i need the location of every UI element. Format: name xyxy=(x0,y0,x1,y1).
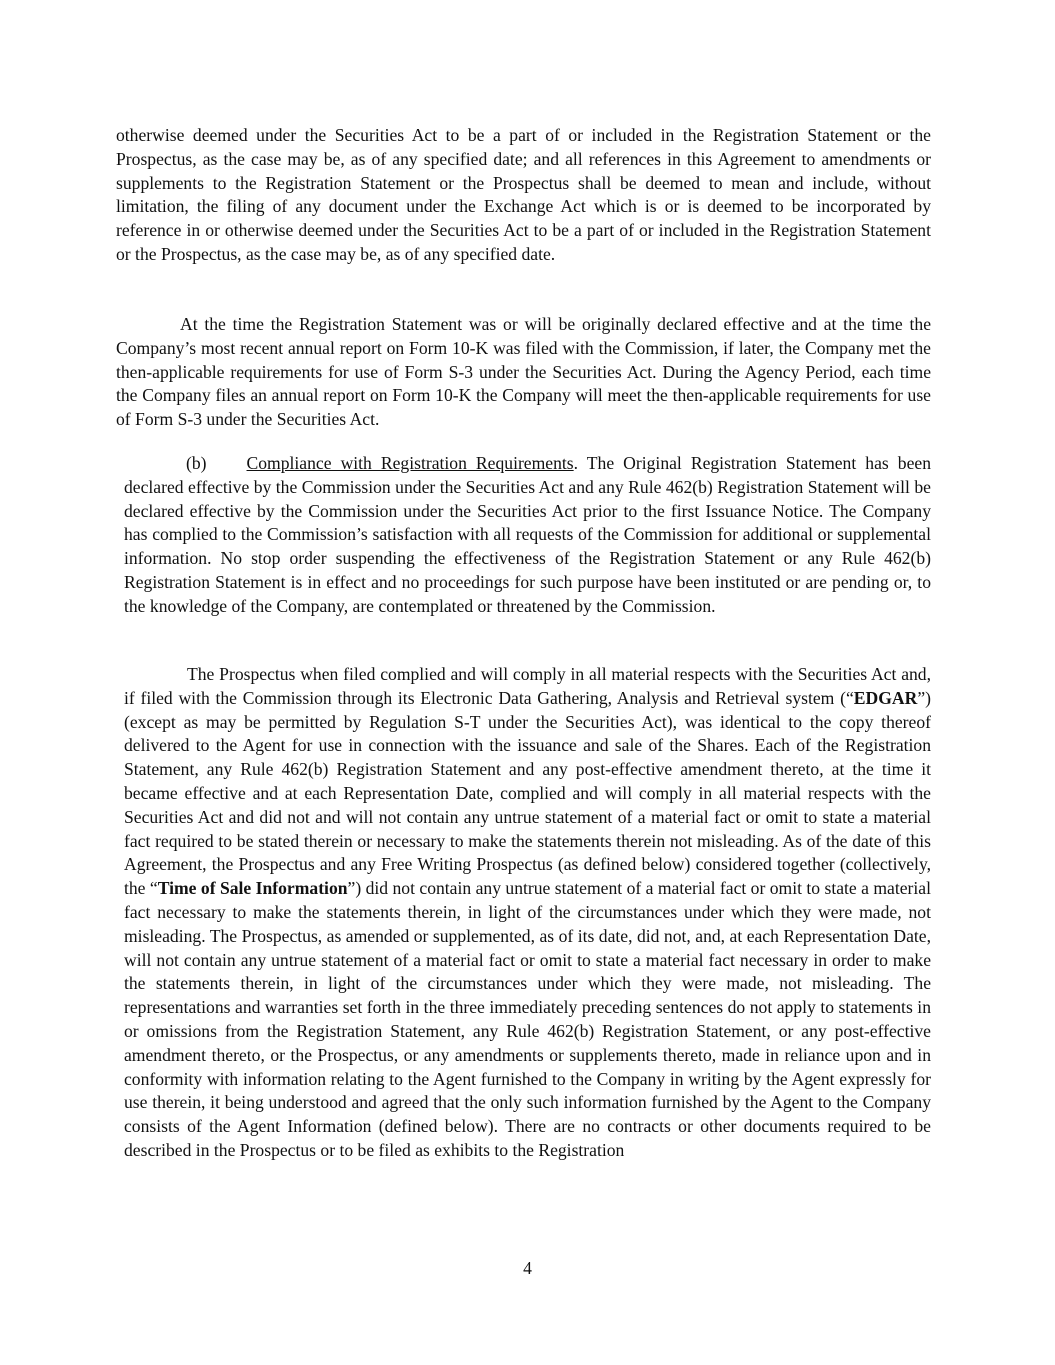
paragraph-text-part-1: The Prospectus when filed complied and will comply in all material respects with the Securities Act and, if filed with the Commission through its Electronic Data Gathering, Analysis and Retrieval system (“ xyxy=(124,664,931,708)
section-heading-period: . xyxy=(573,453,579,473)
section-label: (b) xyxy=(186,453,207,473)
paragraph-text: At the time the Registration Statement was or will be originally declared effective and at the time the Company’s most recent annual report on Form 10-K was filed with the Commission, if later, the Company met the then-applicable requirements for use of Form S-3 under the Securities Act. During the Agency Period, each time the Company files an annual report on Form 10-K the Company will meet the then-applicable requirements for use of Form S-3 under the Securities Act. xyxy=(116,314,931,430)
defined-term-edgar: EDGAR xyxy=(853,687,918,708)
section-b-compliance xyxy=(124,452,931,619)
paragraph-form-s3-eligibility xyxy=(116,313,931,432)
page-number: 4 xyxy=(523,1258,532,1278)
paragraph-continuation: otherwise deemed under the Securities Act to be a part of or included in the Registration Statement or the Prospectus, as the case may be, as of any specified date; and all references in this Agreement to amendments or supplements to the Registration Statement or the Prospectus shall be deemed to mean and include, without limitation, the filing of any document under the Exchange Act which is or is deemed to be incorporated by reference in or otherwise deemed under the Securities Act to be a part of or included in the Registration Statement or the Prospectus, as the case may be, as of any specified date. xyxy=(116,125,931,264)
paragraph-text-part-3: ”) did not contain any untrue statement of a material fact or omit to state a material fact necessary to make the statements therein, in light of the circumstances under which they were made, not misleading. The Prospectus, as amended or supplemented, as of its date, did not, and, at each Representation Date, will not contain any untrue statement of a material fact or omit to state a material fact necessary in order to make the statements therein, in light of the circumstances under which they were made, not misleading. The representations and warranties set forth in the three immediately preceding sentences do not apply to statements in or omissions from the Registration Statement, any Rule 462(b) Registration Statement, or any post-effective amendment thereto, or the Prospectus, or any amendments or supplements thereto, made in reliance upon and in conformity with information relating to the Agent furnished to the Company in writing by the Agent expressly for use therein, it being understood and agreed that the only such information furnished by the Agent to the Company consists of the Agent Information (defined below). There are no contracts or other documents required to be described in the Prospectus or to be filed as exhibits to the Registration xyxy=(124,878,932,1160)
paragraph-prospectus-compliance xyxy=(124,663,931,1163)
section-heading: Compliance with Registration Requirements xyxy=(246,453,574,473)
paragraph-text-part-2: ”) (except as may be permitted by Regulation S-T under the Securities Act), was identical to the copy thereof delivered to the Agent for use in connection with the issuance and sale of the Shares. Each of the Registration Statement, any Rule 462(b) Registration Statement and any post-effective amendment thereto, at the time it became effective and at each Representation Date, complied and will comply in all material respects with the Securities Act and did not and will not contain any untrue statement of a material fact or omit to state a material fact required to be stated therein or necessary to make the statements therein not misleading. As of the date of this Agreement, the Prospectus and any Free Writing Prospectus (as defined below) considered together (collectively, the “ xyxy=(124,687,931,899)
defined-term-time-of-sale-information: Time of Sale Information xyxy=(157,878,348,899)
section-body: The Original Registration Statement has been declared effective by the Commission under the Securities Act and any Rule 462(b) Registration Statement will be declared effective by the Commission under the Securities Act prior to the first Issuance Notice. The Company has complied to the Commission’s satisfaction with all requests of the Commission for additional or supplemental information. No stop order suspending the effectiveness of the Registration Statement or any Rule 462(b) Registration Statement is in effect and no proceedings for such purpose have been instituted or are pending or, to the knowledge of the Company, are contemplated or threatened by the Commission. xyxy=(124,453,931,616)
